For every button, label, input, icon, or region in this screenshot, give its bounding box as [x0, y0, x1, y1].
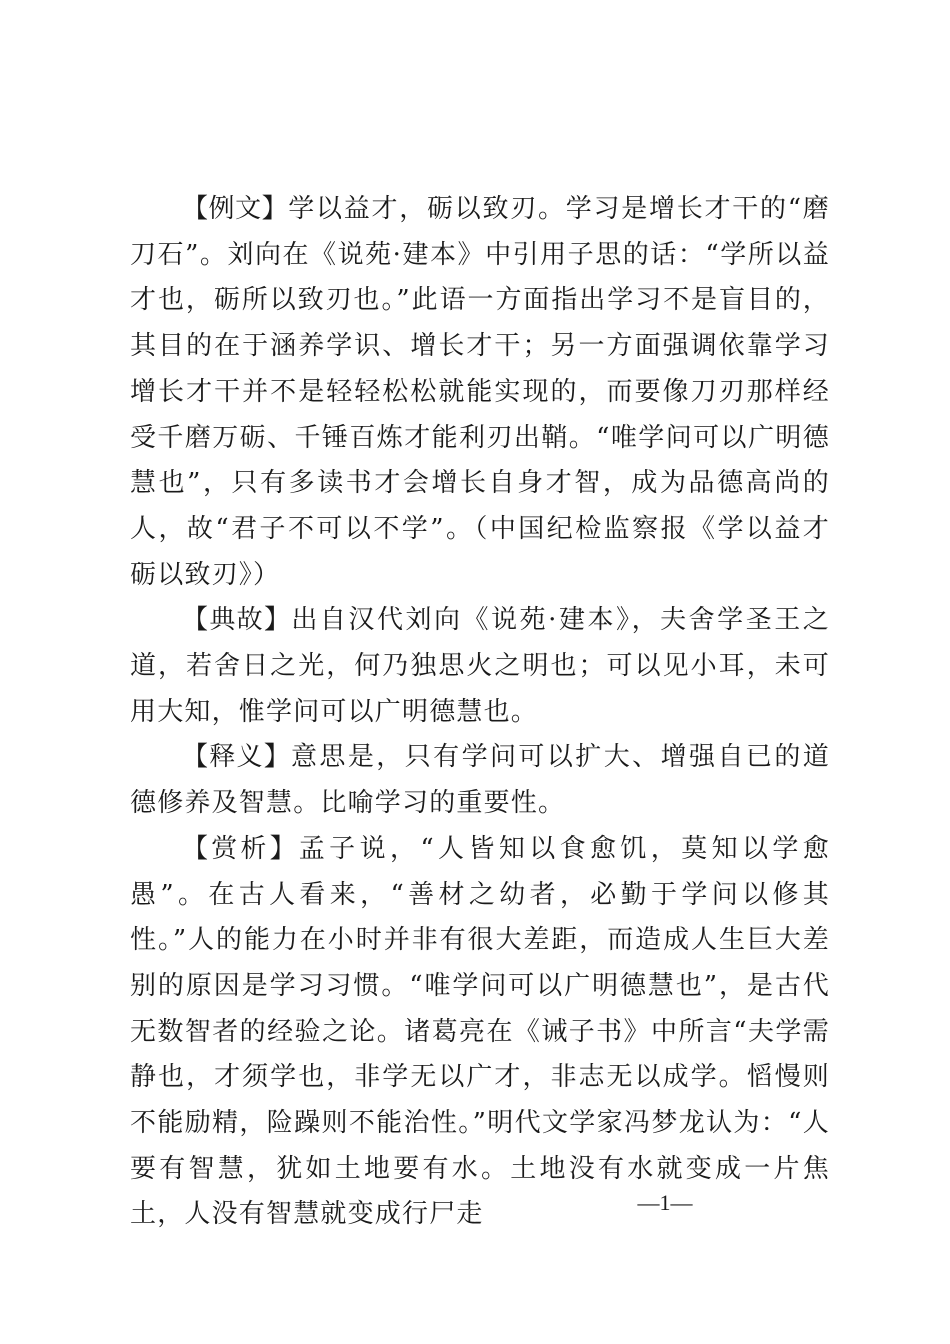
paragraph-appreciation: [130, 827, 830, 1238]
paragraph-meaning: [130, 735, 830, 826]
paragraph-allusion-text: 出自汉代刘向《说苑·建本》，夫舍学圣王之道，若舍日之光，何乃独思火之明也；可以见小耳，未可用大知，惟学问可以广明德慧也。: [130, 605, 830, 727]
section-tag-meaning: 【释义】: [182, 742, 291, 773]
section-tag-example: 【例文】: [182, 194, 289, 224]
paragraph-appreciation-text: 孟子说，“人皆知以食愈饥，莫知以学愈愚”。在古人看来，“善材之幼者，必勤于学问以修其性。”人的能力在小时并非有很大差距，而造成人生巨大差别的原因是学习习惯。“唯学问可以广明德慧也”，是古代无数智者的经验之论。诸葛亮在《诫子书》中所言“夫学需静也，才须学也，非学无以广才，非志无以成学。慆慢则不能励精，险躁则不能治性。”明代文学家冯梦龙认为：“人要有智慧，犹如土地要有水。土地没有水就变成一片焦土，人没有智慧就变成行尸走: [130, 833, 830, 1230]
section-tag-appreciation: 【赏析】: [182, 833, 299, 864]
paragraph-example: [130, 187, 830, 598]
page-number: —1—: [637, 1190, 693, 1215]
document-body: [130, 187, 830, 1238]
paragraph-meaning-text: 意思是，只有学问可以扩大、增强自已的道德修养及智慧。比喻学习的重要性。: [130, 742, 830, 819]
paragraph-allusion: [130, 598, 830, 735]
paragraph-example-text: 学以益才，砺以致刃。学习是增长才干的“磨刀石”。刘向在《说苑·建本》中引用子思的话：“学所以益才也，砺所以致刃也。”此语一方面指出学习不是盲目的，其目的在于涵养学识、增长才干；另一方面强调依靠学习增长才干并不是轻轻松松就能实现的，而要像刀刃那样经受千磨万砺、千锤百炼才能利刃出鞘。“唯学问可以广明德慧也”，只有多读书才会增长自身才智，成为品德高尚的人，故“君子不可以不学”。（中国纪检监察报《学以益才 砺以致刃》）: [130, 194, 830, 590]
section-tag-allusion: 【典故】: [182, 605, 292, 636]
